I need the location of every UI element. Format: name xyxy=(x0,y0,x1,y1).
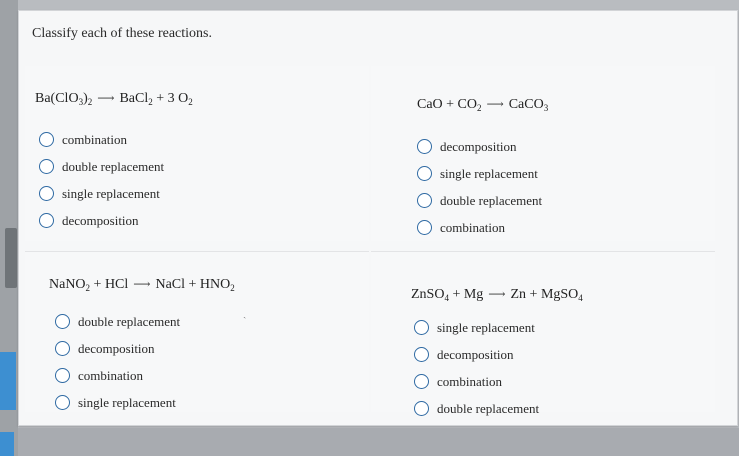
side-panel-tab[interactable] xyxy=(0,352,16,410)
equation-subscript: 3 xyxy=(543,103,549,113)
option-label: double replacement xyxy=(440,192,543,208)
answer-option[interactable] xyxy=(417,187,542,214)
option-label: decomposition xyxy=(62,212,139,228)
option-label: double replacement xyxy=(62,158,165,174)
radio-button[interactable] xyxy=(414,347,429,362)
left-sidebar-strip xyxy=(0,0,18,456)
radio-button[interactable] xyxy=(55,368,70,383)
answer-option[interactable] xyxy=(417,133,542,160)
question-card xyxy=(18,10,738,426)
option-label: single replacement xyxy=(62,185,160,201)
answer-option[interactable] xyxy=(39,180,164,207)
reaction-arrow-icon: ⟶ xyxy=(133,277,151,291)
radio-button[interactable] xyxy=(55,395,70,410)
stray-tick-mark: ˏ xyxy=(243,308,247,319)
radio-button[interactable] xyxy=(417,193,432,208)
radio-button[interactable] xyxy=(414,374,429,389)
reaction-arrow-icon: ⟶ xyxy=(486,97,504,111)
equation-text: CaCO xyxy=(508,97,544,112)
option-label: combination xyxy=(62,131,127,147)
equation-text: Ba(ClO xyxy=(35,91,79,106)
equation-text: NaNO xyxy=(49,277,86,292)
side-panel-tab-lower[interactable] xyxy=(0,432,14,456)
answer-option[interactable] xyxy=(414,368,539,395)
equation-text: BaCl xyxy=(119,91,149,106)
option-list xyxy=(55,308,180,416)
reaction-arrow-icon: ⟶ xyxy=(97,91,115,105)
answer-option[interactable] xyxy=(55,362,180,389)
equation-subscript: 2 xyxy=(188,97,193,107)
reaction-equation xyxy=(417,97,548,113)
scrollbar-thumb[interactable] xyxy=(5,228,17,288)
reaction-panel-4 xyxy=(371,251,715,416)
radio-button[interactable] xyxy=(39,186,54,201)
answer-option[interactable] xyxy=(417,214,542,241)
option-label: single replacement xyxy=(437,319,535,335)
equation-text: CaO + CO xyxy=(417,97,478,112)
option-label: decomposition xyxy=(437,346,514,362)
option-label: combination xyxy=(440,219,505,235)
reaction-equation xyxy=(35,91,193,107)
option-label: decomposition xyxy=(440,138,517,154)
option-list xyxy=(414,314,539,422)
page-bottom-area xyxy=(18,428,739,456)
option-list xyxy=(39,126,164,234)
reaction-panel-1 xyxy=(25,66,369,241)
equation-text: ZnSO xyxy=(411,287,445,302)
option-label: decomposition xyxy=(78,340,155,356)
option-label: double replacement xyxy=(437,400,540,416)
reaction-panel-2 xyxy=(371,66,715,241)
equation-subscript: 4 xyxy=(444,293,449,303)
equation-subscript: 2 xyxy=(148,97,153,107)
option-label: single replacement xyxy=(78,394,176,410)
answer-option[interactable] xyxy=(417,160,542,187)
answer-option[interactable] xyxy=(414,395,539,422)
radio-button[interactable] xyxy=(414,320,429,335)
equation-text: ) xyxy=(83,91,88,106)
reaction-equation xyxy=(49,277,235,293)
radio-button[interactable] xyxy=(39,159,54,174)
equation-subscript: 2 xyxy=(230,283,235,293)
answer-option[interactable] xyxy=(39,207,164,234)
radio-button[interactable] xyxy=(39,132,54,147)
answer-option[interactable] xyxy=(55,389,180,416)
reaction-equation xyxy=(411,287,583,303)
radio-button[interactable] xyxy=(414,401,429,416)
equation-subscript: 2 xyxy=(85,283,91,293)
equation-text: Zn + MgSO xyxy=(510,287,579,302)
equation-subscript: 2 xyxy=(87,97,93,107)
radio-button[interactable] xyxy=(417,166,432,181)
equation-text: + Mg xyxy=(448,287,484,302)
reaction-arrow-icon: ⟶ xyxy=(488,287,506,301)
radio-button[interactable] xyxy=(417,220,432,235)
option-label: double replacement xyxy=(78,313,181,329)
reaction-panel-3 xyxy=(25,251,369,412)
equation-text: NaCl + HNO xyxy=(155,277,231,292)
equation-text: + 3 O xyxy=(152,91,189,106)
option-label: combination xyxy=(437,373,502,389)
answer-option[interactable] xyxy=(39,153,164,180)
answer-option[interactable] xyxy=(414,341,539,368)
radio-button[interactable] xyxy=(55,341,70,356)
equation-text: + HCl xyxy=(90,277,129,292)
question-title: Classify each of these reactions. xyxy=(32,26,212,41)
option-label: combination xyxy=(78,367,143,383)
radio-button[interactable] xyxy=(39,213,54,228)
option-list xyxy=(417,133,542,241)
answer-option[interactable] xyxy=(55,308,180,335)
equation-subscript: 2 xyxy=(477,103,482,113)
answer-option[interactable] xyxy=(414,314,539,341)
radio-button[interactable] xyxy=(417,139,432,154)
equation-subscript: 4 xyxy=(578,293,583,303)
answer-option[interactable] xyxy=(55,335,180,362)
equation-subscript: 3 xyxy=(78,97,84,107)
radio-button[interactable] xyxy=(55,314,70,329)
answer-option[interactable] xyxy=(39,126,164,153)
option-label: single replacement xyxy=(440,165,538,181)
